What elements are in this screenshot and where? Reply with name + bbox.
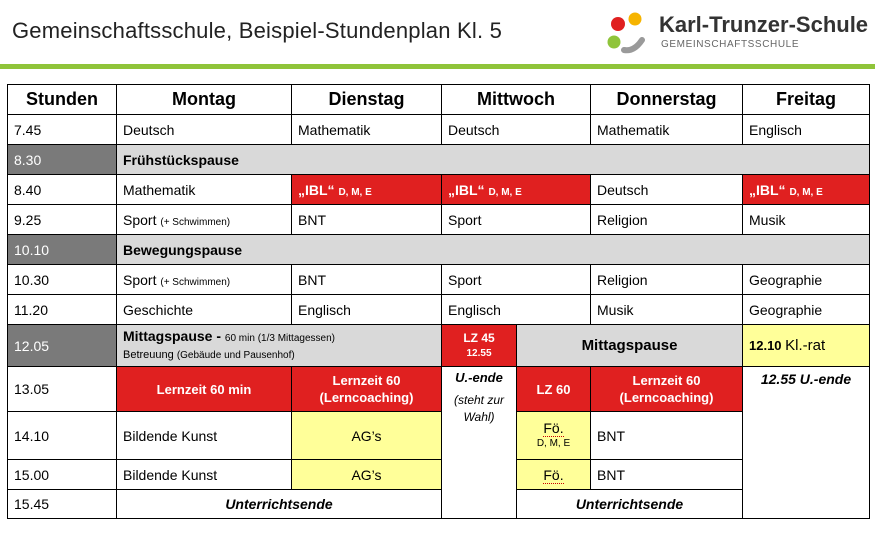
lesson-cell: Bildende Kunst (117, 412, 292, 460)
wednesday-end-cell (442, 367, 517, 519)
table-row (8, 265, 870, 295)
lz45-label: LZ 45 (463, 330, 495, 345)
lesson-note: (+ Schwimmen) (160, 276, 231, 288)
time-cell: 13.05 (8, 367, 117, 412)
col-header-montag: Montag (117, 85, 292, 115)
lesson-cell: Englisch (743, 115, 870, 145)
ibl-subjects: D, M, E (338, 186, 372, 198)
ibl-cell (743, 175, 870, 205)
lesson-cell: Deutsch (442, 115, 591, 145)
lernzeit-label: Lernzeit 60 (632, 373, 701, 388)
lunch-break-cell: Mittagspause (517, 325, 743, 367)
ibl-label: „IBL“ (298, 181, 335, 198)
council-label: Kl.-rat (785, 337, 826, 354)
col-header-mittwoch: Mittwoch (442, 85, 591, 115)
lernzeit-cell (591, 367, 743, 412)
lesson-cell: Deutsch (117, 115, 292, 145)
lesson-cell: Sport (442, 205, 591, 235)
table-row (8, 175, 870, 205)
lesson-cell: Religion (591, 265, 743, 295)
table-row (8, 235, 870, 265)
choice-note-2: Wahl) (463, 410, 495, 424)
lesson-cell: Sport (442, 265, 591, 295)
col-header-freitag: Freitag (743, 85, 870, 115)
timetable (7, 84, 870, 519)
lunch-title: Mittagspause - (123, 327, 222, 344)
lesson-cell: Mathematik (292, 115, 442, 145)
ibl-label: „IBL“ (448, 181, 485, 198)
ibl-subjects: D, M, E (789, 186, 823, 198)
table-row (8, 115, 870, 145)
table-row (8, 460, 870, 490)
logo-icon (604, 10, 656, 58)
foerder-label: Fö. (543, 466, 564, 483)
lesson-cell: Geschichte (117, 295, 292, 325)
lesson-cell: Geographie (743, 265, 870, 295)
lesson-name: Sport (123, 271, 157, 288)
care-note: (Gebäude und Pausenhof) (176, 349, 295, 361)
table-row (8, 295, 870, 325)
ibl-cell (442, 175, 591, 205)
lesson-cell (117, 265, 292, 295)
ibl-subjects: D, M, E (488, 186, 522, 198)
time-cell: 7.45 (8, 115, 117, 145)
lernzeit-cell: Lernzeit 60 min (117, 367, 292, 412)
lernzeit-note: (Lerncoaching) (319, 390, 414, 405)
header-row (8, 85, 870, 115)
time-cell: 15.00 (8, 460, 117, 490)
lz45-time: 12.55 (466, 347, 492, 359)
lz45-cell (442, 325, 517, 367)
logo-name: Karl-Trunzer-Schule (659, 12, 869, 37)
lz60-cell: LZ 60 (517, 367, 591, 412)
lesson-cell: BNT (591, 412, 743, 460)
lernzeit-note: (Lerncoaching) (619, 390, 714, 405)
ag-cell: AG’s (292, 460, 442, 490)
foerder-subjects: D, M, E (536, 437, 571, 449)
table-row (8, 205, 870, 235)
lesson-cell: Religion (591, 205, 743, 235)
lesson-note: (+ Schwimmen) (160, 216, 231, 228)
class-council-cell (743, 325, 870, 367)
lesson-cell: Musik (591, 295, 743, 325)
time-cell: 11.20 (8, 295, 117, 325)
col-header-dienstag: Dienstag (292, 85, 442, 115)
table-row (8, 367, 870, 412)
lesson-cell: BNT (292, 265, 442, 295)
lesson-cell: Mathematik (117, 175, 292, 205)
table-row (8, 325, 870, 367)
time-cell: 12.05 (8, 325, 117, 367)
col-header-stunden: Stunden (8, 85, 117, 115)
friday-end-cell: 12.55 U.-ende (743, 367, 870, 519)
break-cell: Bewegungspause (117, 235, 870, 265)
lesson-cell (117, 205, 292, 235)
lunch-note: 60 min (1/3 Mittagessen) (224, 332, 335, 344)
time-cell: 14.10 (8, 412, 117, 460)
table-row (8, 145, 870, 175)
lesson-cell: Englisch (442, 295, 591, 325)
header-accent-bar (0, 64, 875, 69)
ibl-cell (292, 175, 442, 205)
lesson-cell: BNT (591, 460, 743, 490)
lunch-break-cell (117, 325, 442, 367)
lesson-cell: Englisch (292, 295, 442, 325)
time-cell: 10.10 (8, 235, 117, 265)
time-cell: 8.30 (8, 145, 117, 175)
lesson-cell: Mathematik (591, 115, 743, 145)
choice-note-1: (steht zur (453, 393, 504, 407)
logo-subtitle: GEMEINSCHAFTSSCHULE (661, 39, 800, 50)
foerder-label: Fö. (543, 419, 564, 436)
time-cell: 8.40 (8, 175, 117, 205)
lernzeit-label: Lernzeit 60 (332, 373, 401, 388)
page-title: Gemeinschaftsschule, Beispiel-Stundenplan Kl. 5 (12, 18, 503, 43)
lesson-name: Sport (123, 211, 157, 228)
school-logo (604, 10, 869, 58)
table-row (8, 412, 870, 460)
lernzeit-cell (292, 367, 442, 412)
lesson-cell: Bildende Kunst (117, 460, 292, 490)
council-time: 12.10 (749, 338, 782, 353)
time-cell: 15.45 (8, 490, 117, 519)
col-header-donnerstag: Donnerstag (591, 85, 743, 115)
lesson-cell: Musik (743, 205, 870, 235)
lesson-cell: Deutsch (591, 175, 743, 205)
ag-cell: AG’s (292, 412, 442, 460)
end-of-lessons-cell: Unterrichtsende (517, 490, 743, 519)
time-cell: 10.30 (8, 265, 117, 295)
time-cell: 9.25 (8, 205, 117, 235)
care-label: Betreuung (123, 348, 174, 361)
table-row (8, 490, 870, 519)
ibl-label: „IBL“ (749, 181, 786, 198)
break-cell: Frühstückspause (117, 145, 870, 175)
lesson-cell: Geographie (743, 295, 870, 325)
school-end-label: U.-ende (455, 370, 503, 385)
end-of-lessons-cell: Unterrichtsende (117, 490, 442, 519)
foerder-cell (517, 460, 591, 490)
lesson-cell: BNT (292, 205, 442, 235)
foerder-cell (517, 412, 591, 460)
